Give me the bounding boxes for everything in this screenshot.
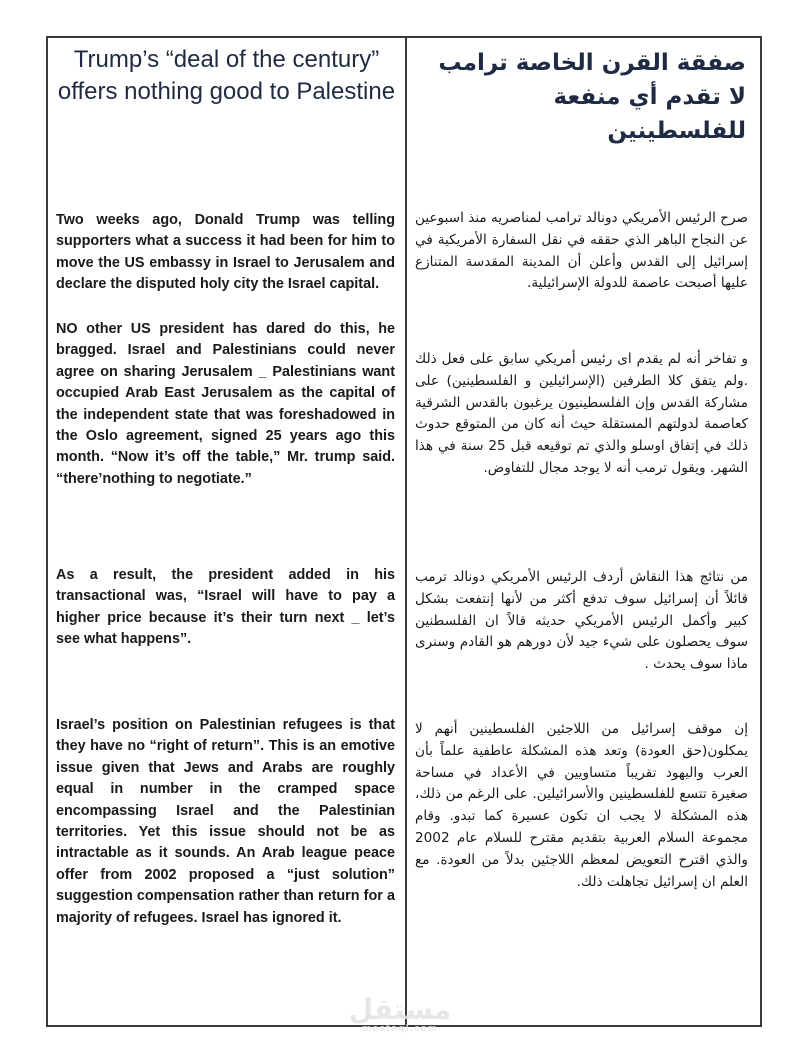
arabic-column [407,38,760,1025]
arabic-paragraph-2: و تفاخر أنه لم يقدم اى رئيس أمريكي سابق على فعل ذلك .ولم يتفق كلا الطرفين (الإسرائيلين و الفلسطينين) على مشاركة القدس وإن الفلسطينيون يرغبون بالقدس الشرقية كعاصمة لدولتهم المستقلة حيث أنه كان من المتوقع حدوث ذلك في إتفاق اوسلو والذي تم توقيعه قبل 25 سنة في هذا الشهر. ويقول ترمب أنه لا يوجد مجال للتفاوض. [415,351,748,476]
english-paragraph-4: Israel’s position on Palestinian refugees is that they have no “right of return”. This is an emotive issue given that Jews and Arabs are roughly equal in number in the cramped space encompassing Israel and the Palestinian territories. Yet this issue should not be as intractable as it sounds. An Arab league peace offer from 2002 proposed a “just solution” suggestion compensation rather than return for a majority of refugees. Israel has ignored it. [56,717,395,926]
watermark-subtext: mostaql.com [361,1024,439,1034]
english-paragraph-3: As a result, the president added in his transactional was, “Israel will have to pay a higher price because it’s their turn next _ let’s see what happens”. [56,567,395,648]
watermark-text: مستقل [348,993,452,1026]
arabic-title: صفقة القرن الخاصة ترامب لا تقدم أي منفعة للفلسطينين [438,50,746,144]
bilingual-table [46,36,762,1027]
english-title: Trump’s “deal of the century” offers nothing good to Palestine [57,46,396,105]
english-paragraph-2: NO other US president has dared do this, he bragged. Israel and Palestinians could never agree on sharing Jerusalem _ Palestinians want occupied Arab East Jerusalem as the capital of the independent state that was foreshadowed in the Oslo agreement, signed 25 years ago this month. “Now it’s off the table,” Mr. trump said. “there’nothing to negotiate.” [56,321,395,487]
watermark-logo [348,993,452,1036]
arabic-paragraph-4: إن موقف إسرائيل من اللاجئين الفلسطينين أنهم لا يمكلون(حق العودة) وتعد هذه المشكلة عاطفية علماً بأن العرب واليهود تقريباً متساويين في الأعداد في مساحة صغيرة تتسع للفلسطينين والأسرائيلين. على الرغم من ذلك، هذه المشكلة لا يجب ان تكون عسيرة كما تبدو. وقام مجموعة السلام العربية بتقديم مقترح للسلام عام 2002 والذي اقترح التعويض لمعظم اللاجئين بدلاً من العودة. مع العلم ان إسرائيل تجاهلت ذلك. [415,721,748,890]
english-paragraph-1: Two weeks ago, Donald Trump was telling supporters what a success it had been for him to move the US embassy in Israel to Jerusalem and declare the disputed holy city the Israel capital. [56,212,395,293]
english-column [48,38,405,1025]
arabic-paragraph-1: صرح الرئيس الأمريكي دونالد ترامب لمناصريه منذ اسبوعين عن النجاح الباهر الذي حققه في نقل السفارة الأمريكية في إسرائيل إلى القدس وأعلن أن المدينة المقدسة المتنازع عليها أصبحت عاصمة للدولة الإسرائيلية. [415,210,748,292]
arabic-paragraph-3: من نتائج هذا النقاش أردف الرئيس الأمريكي دونالد ترمب قائلاً أن إسرائيل سوف تدفع أكثر من لأنها إنتفعت بشكل كبير وأكمل الرئيس الأمريكي حديثه قالاً ان الفلسطنين سوف يحصلون على شيء جيد لأن دورهم هو القادم وسنرى ماذا سوف يحدث . [415,569,748,673]
